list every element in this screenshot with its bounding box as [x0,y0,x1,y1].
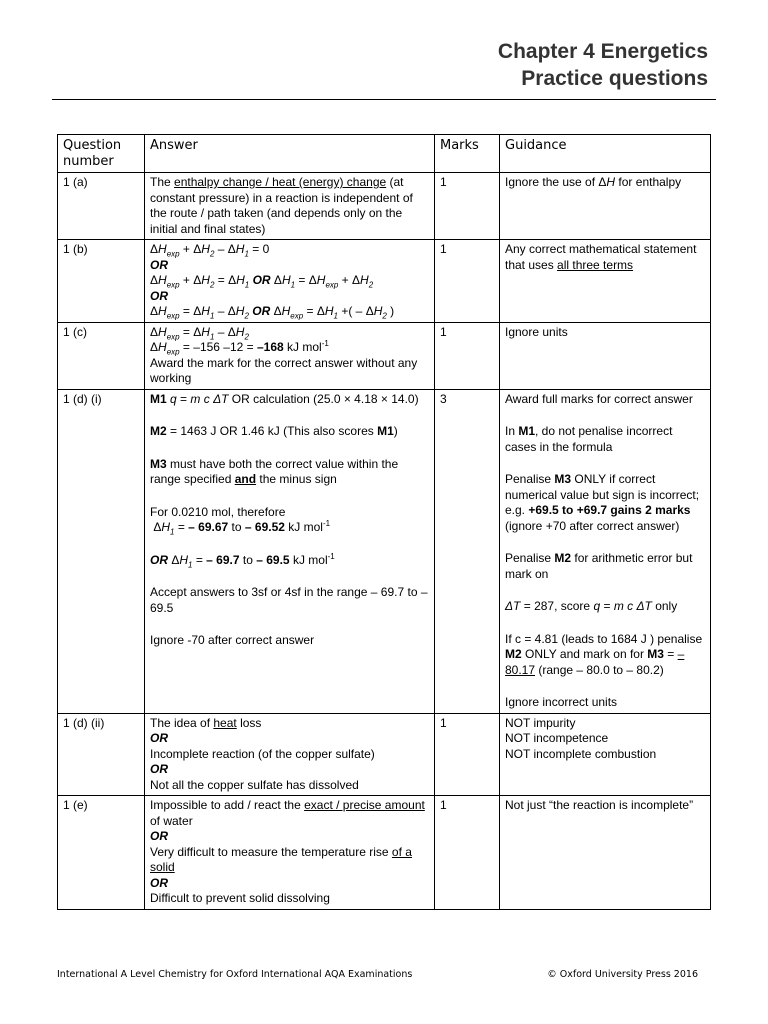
answer-text: = 1463 J OR 1.46 kJ (This also scores [166,424,378,438]
subscript: 1 [244,280,250,290]
subscript: 1 [188,559,193,569]
guidance-text [505,599,705,615]
header-answer: Answer [145,135,435,173]
answer-text: (at constant pressure) in a reaction is independent of the route / path taken (and depends only on the initial and final states) [150,175,413,236]
guidance-text: NOT impurity [505,715,576,730]
variable: m [613,599,624,613]
delta-symbol: Δ [193,324,202,339]
mark-label: M1 [518,424,536,438]
answer-text: Difficult to prevent solid dissolving [150,891,330,905]
subscript: 2 [382,311,387,321]
superscript: -1 [322,519,331,528]
answer-cell [145,389,435,713]
answer-text: to [228,520,245,534]
guidance-text: NOT incomplete combustion [505,746,657,761]
answer-text: of water [150,813,193,828]
subscript: exp [290,311,304,321]
guidance-text: Ignore the use of [505,175,599,189]
equation [150,325,429,341]
variable: q [170,391,177,406]
variable: ΔT [636,599,652,613]
operator: – [214,242,228,256]
table-row [58,240,711,323]
answer-text [150,716,429,732]
h-symbol: H [158,273,167,287]
guidance-text: Any correct mathematical statement that uses [505,242,697,272]
calculation [150,340,429,356]
operator: = [663,647,678,661]
h-symbol: H [236,273,245,287]
delta-symbol: Δ [365,304,374,318]
answer-cell [145,173,435,240]
answer-text: ) [393,424,398,438]
subscript: 2 [209,249,215,259]
or-label: OR [150,875,168,890]
operator: = [179,324,194,339]
operator: = [248,242,263,256]
or-label: OR [150,762,168,776]
range-line-2 [150,553,429,569]
marks-cell: 3 [435,389,500,713]
value: 0 [262,242,270,256]
answer-text: Impossible to add / react the [150,798,305,812]
guidance-text: for enthalpy [615,175,682,189]
answer-underlined: exact / precise amount [304,798,425,812]
delta-symbol: Δ [273,304,282,318]
guidance-text: only [651,599,678,613]
subscript: exp [166,347,180,357]
guidance-underlined: all three terms [557,257,634,272]
guidance-text: (ignore +70 after correct answer) [505,518,680,533]
table-row [58,713,711,796]
answer-text: OR calculation (25.0 × 4.18 × 14.0) [228,391,419,406]
answer-text: Incomplete reaction (of the copper sulfate) [150,746,375,761]
header-question: Question number [58,135,145,173]
guidance-cell [500,240,711,323]
question-number: 1 (d) (i) [58,389,145,713]
h-symbol: H [360,273,369,287]
header-divider [52,99,716,100]
guidance-cell: Not just “the reaction is incomplete” [500,796,711,910]
m3-line [150,457,429,488]
mark-label: M1 [377,424,394,438]
guidance-text: (range – 80.0 to – 80.2) [535,662,664,677]
h-symbol: H [201,242,210,256]
question-number: 1 (e) [58,796,145,910]
operator: = [176,391,191,406]
guidance-underlined: – 80.17 [505,647,685,677]
or-label: OR [150,552,168,567]
marks-cell: 1 [435,322,500,389]
answer-text: Ignore -70 after correct answer [150,633,315,647]
table-row [58,173,711,240]
answer-underlined: heat [213,715,237,730]
or-label: OR [150,731,168,745]
operator: – [214,324,228,339]
guidance-text: If c = 4.81 (leads to 1684 J ) penalise [505,631,703,646]
enthalpy-symbol: H [606,175,616,189]
section-title: Practice questions [521,67,708,90]
variable: ΔT [505,599,521,613]
delta-symbol: Δ [150,324,159,339]
mark-label: M2 [554,551,572,565]
h-symbol: H [201,273,210,287]
operator: – [214,304,228,318]
m1-line [150,392,429,408]
h-symbol: H [201,304,210,318]
chapter-title: Chapter 4 Energetics [497,40,708,63]
operator: = [174,520,189,534]
answer-text: loss [236,715,262,730]
operator: = [214,273,229,287]
h-symbol: H [179,552,189,567]
subscript: exp [166,331,180,341]
variable: c [623,599,637,613]
answer-value: – 69.67 [188,520,229,534]
footer-copyright: © Oxford University Press 2016 [547,969,698,980]
guidance-text [505,424,705,455]
answer-text: the minus sign [256,472,337,486]
question-number: 1 (d) (ii) [58,713,145,796]
h-symbol: H [281,273,291,287]
answer-cell [145,796,435,910]
delta-symbol: Δ [193,273,202,287]
variable: c [200,391,214,406]
delta-symbol: Δ [150,340,159,354]
h-symbol: H [235,304,245,318]
marks-cell: 1 [435,173,500,240]
m2-line [150,424,429,440]
answer-text [150,798,429,829]
question-number: 1 (a) [58,173,145,240]
delta-symbol: Δ [150,304,159,318]
or-label: OR [249,273,274,287]
or-label: OR [150,829,168,843]
delta-symbol: Δ [227,324,236,339]
guidance-cell [500,389,711,713]
operator: = [303,304,317,318]
answer-underlined: enthalpy change / heat (energy) change [174,175,387,189]
subscript: exp [166,249,180,259]
delta-symbol: Δ [227,304,236,318]
subscript: exp [325,280,339,290]
h-symbol: H [235,242,245,256]
guidance-text: In [505,424,519,438]
equation-2 [150,273,429,289]
guidance-text: for arithmetic error but mark on [505,551,693,581]
h-symbol: H [316,273,326,287]
answer-cell [145,713,435,796]
subscript: exp [166,311,180,321]
guidance-cell: Ignore units [500,322,711,389]
answer-cell [145,240,435,323]
mark-label: M3 [647,647,664,661]
answer-text: must have both the correct value within the range specified [150,456,399,486]
table-row [58,796,711,910]
superscript: -1 [321,339,329,348]
operator: + [179,273,194,287]
guidance-text [505,632,705,679]
answer-text [150,845,429,876]
delta-symbol: Δ [193,242,202,256]
guidance-text: Penalise [505,551,555,565]
operator: + [338,273,353,287]
mark-label: M1 [150,391,167,406]
answer-value: – 69.7 [206,552,240,567]
subscript: 2 [209,280,215,290]
unit: kJ mol [283,340,322,354]
mark-scheme-table [57,134,711,910]
delta-symbol: Δ [352,273,361,287]
h-symbol: H [161,520,171,534]
h-symbol: H [201,324,210,339]
delta-symbol: Δ [150,273,159,287]
h-symbol: H [235,324,245,339]
calc-text: = –156 –12 = [179,340,257,354]
question-number: 1 (c) [58,322,145,389]
guidance-cell [500,173,711,240]
guidance-text: , do not penalise incorrect cases in the formula [505,424,673,454]
guidance-text: Ignore incorrect units [505,695,618,709]
guidance-text [505,551,705,582]
operator: + [338,304,349,318]
subscript: 2 [244,311,249,321]
subscript: 1 [290,280,296,290]
subscript: 2 [244,331,249,341]
guidance-text: ONLY if correct numerical value but sign is incorrect; e.g. [505,472,700,517]
variable: m [190,391,201,406]
answer-text: The [150,175,175,189]
delta-symbol: Δ [150,242,159,256]
or-label: OR [248,304,274,318]
answer-text: Not all the copper sulfate has dissolved [150,777,359,792]
h-symbol: H [373,304,383,318]
answer-text: to [239,552,257,567]
page-header [498,38,708,92]
delta-symbol: Δ [598,175,607,189]
h-symbol: H [158,340,167,354]
subscript: exp [166,280,180,290]
table-row [58,389,711,713]
subscript: 1 [209,311,215,321]
h-symbol: H [324,304,334,318]
unit: kJ mol [284,520,323,534]
answer-value: – 69.5 [256,552,290,567]
answer-underlined: of a solid [150,844,412,874]
subscript: 1 [333,311,338,321]
equation-3 [150,304,429,320]
equation-1 [150,242,429,258]
answer-value: –168 [257,340,284,354]
operator: + [179,242,194,256]
operator: = [600,599,614,613]
variable: q [593,599,601,613]
guidance-emphasis: +69.5 to +69.7 gains 2 marks [528,503,691,517]
table-header-row [58,135,711,173]
operator: = [179,304,194,318]
subscript: 1 [244,249,249,259]
question-number: 1 (b) [58,240,145,323]
marks-cell: 1 [435,240,500,323]
delta-symbol: Δ [273,273,282,287]
answer-text: Very difficult to measure the temperature rise [150,844,392,859]
unit: kJ mol [289,552,328,567]
answer-text: Award the mark for the correct answer without any working [150,355,418,385]
answer-text: Accept answers to 3sf or 4sf in the range – 69.7 to – 69.5 [150,585,428,615]
delta-symbol: Δ [228,273,237,287]
or-label: OR [150,288,168,303]
h-symbol: H [158,324,167,339]
delta-symbol: Δ [193,304,202,318]
answer-value: – 69.52 [244,520,285,534]
guidance-text [505,472,705,534]
h-symbol: H [158,304,167,318]
mark-label: M3 [554,472,572,486]
superscript: -1 [327,551,335,561]
guidance-cell [500,713,711,796]
guidance-text: Penalise [505,472,555,486]
answer-text: For 0.0210 mol, therefore [150,504,286,519]
answer-text: The idea of [150,715,214,730]
guidance-text: ONLY and mark on for [521,647,648,661]
footer-publication: International A Level Chemistry for Oxford International AQA Examinations [57,969,413,980]
subscript: 1 [209,331,215,341]
variable: ΔT [213,391,229,406]
h-symbol: H [281,304,291,318]
delta-symbol: Δ [171,552,180,567]
h-symbol: H [158,242,167,256]
mark-label: M2 [505,647,522,661]
guidance-text: NOT incompetence [505,731,609,745]
marks-cell: 1 [435,713,500,796]
delta-symbol: Δ [308,273,317,287]
answer-emphasis: and [234,472,257,486]
answer-cell [145,322,435,389]
subscript: 1 [170,527,175,537]
operator: = [192,552,207,567]
range-line-1 [150,520,429,536]
delta-symbol: Δ [153,520,162,534]
delta-symbol: Δ [316,304,325,318]
header-marks: Marks [435,135,500,173]
operator: = [295,273,309,287]
or-label: OR [150,257,168,272]
table-row [58,322,711,389]
header-guidance: Guidance [500,135,711,173]
guidance-text: Award full marks for correct answer [505,391,693,406]
marks-cell: 1 [435,796,500,910]
guidance-text: = 287, score [520,599,594,613]
mark-label: M3 [150,456,167,471]
mark-label: M2 [150,424,167,438]
operator: ) [386,304,395,318]
operator: ( – [348,304,366,318]
delta-symbol: Δ [227,242,236,256]
subscript: 2 [368,280,374,290]
